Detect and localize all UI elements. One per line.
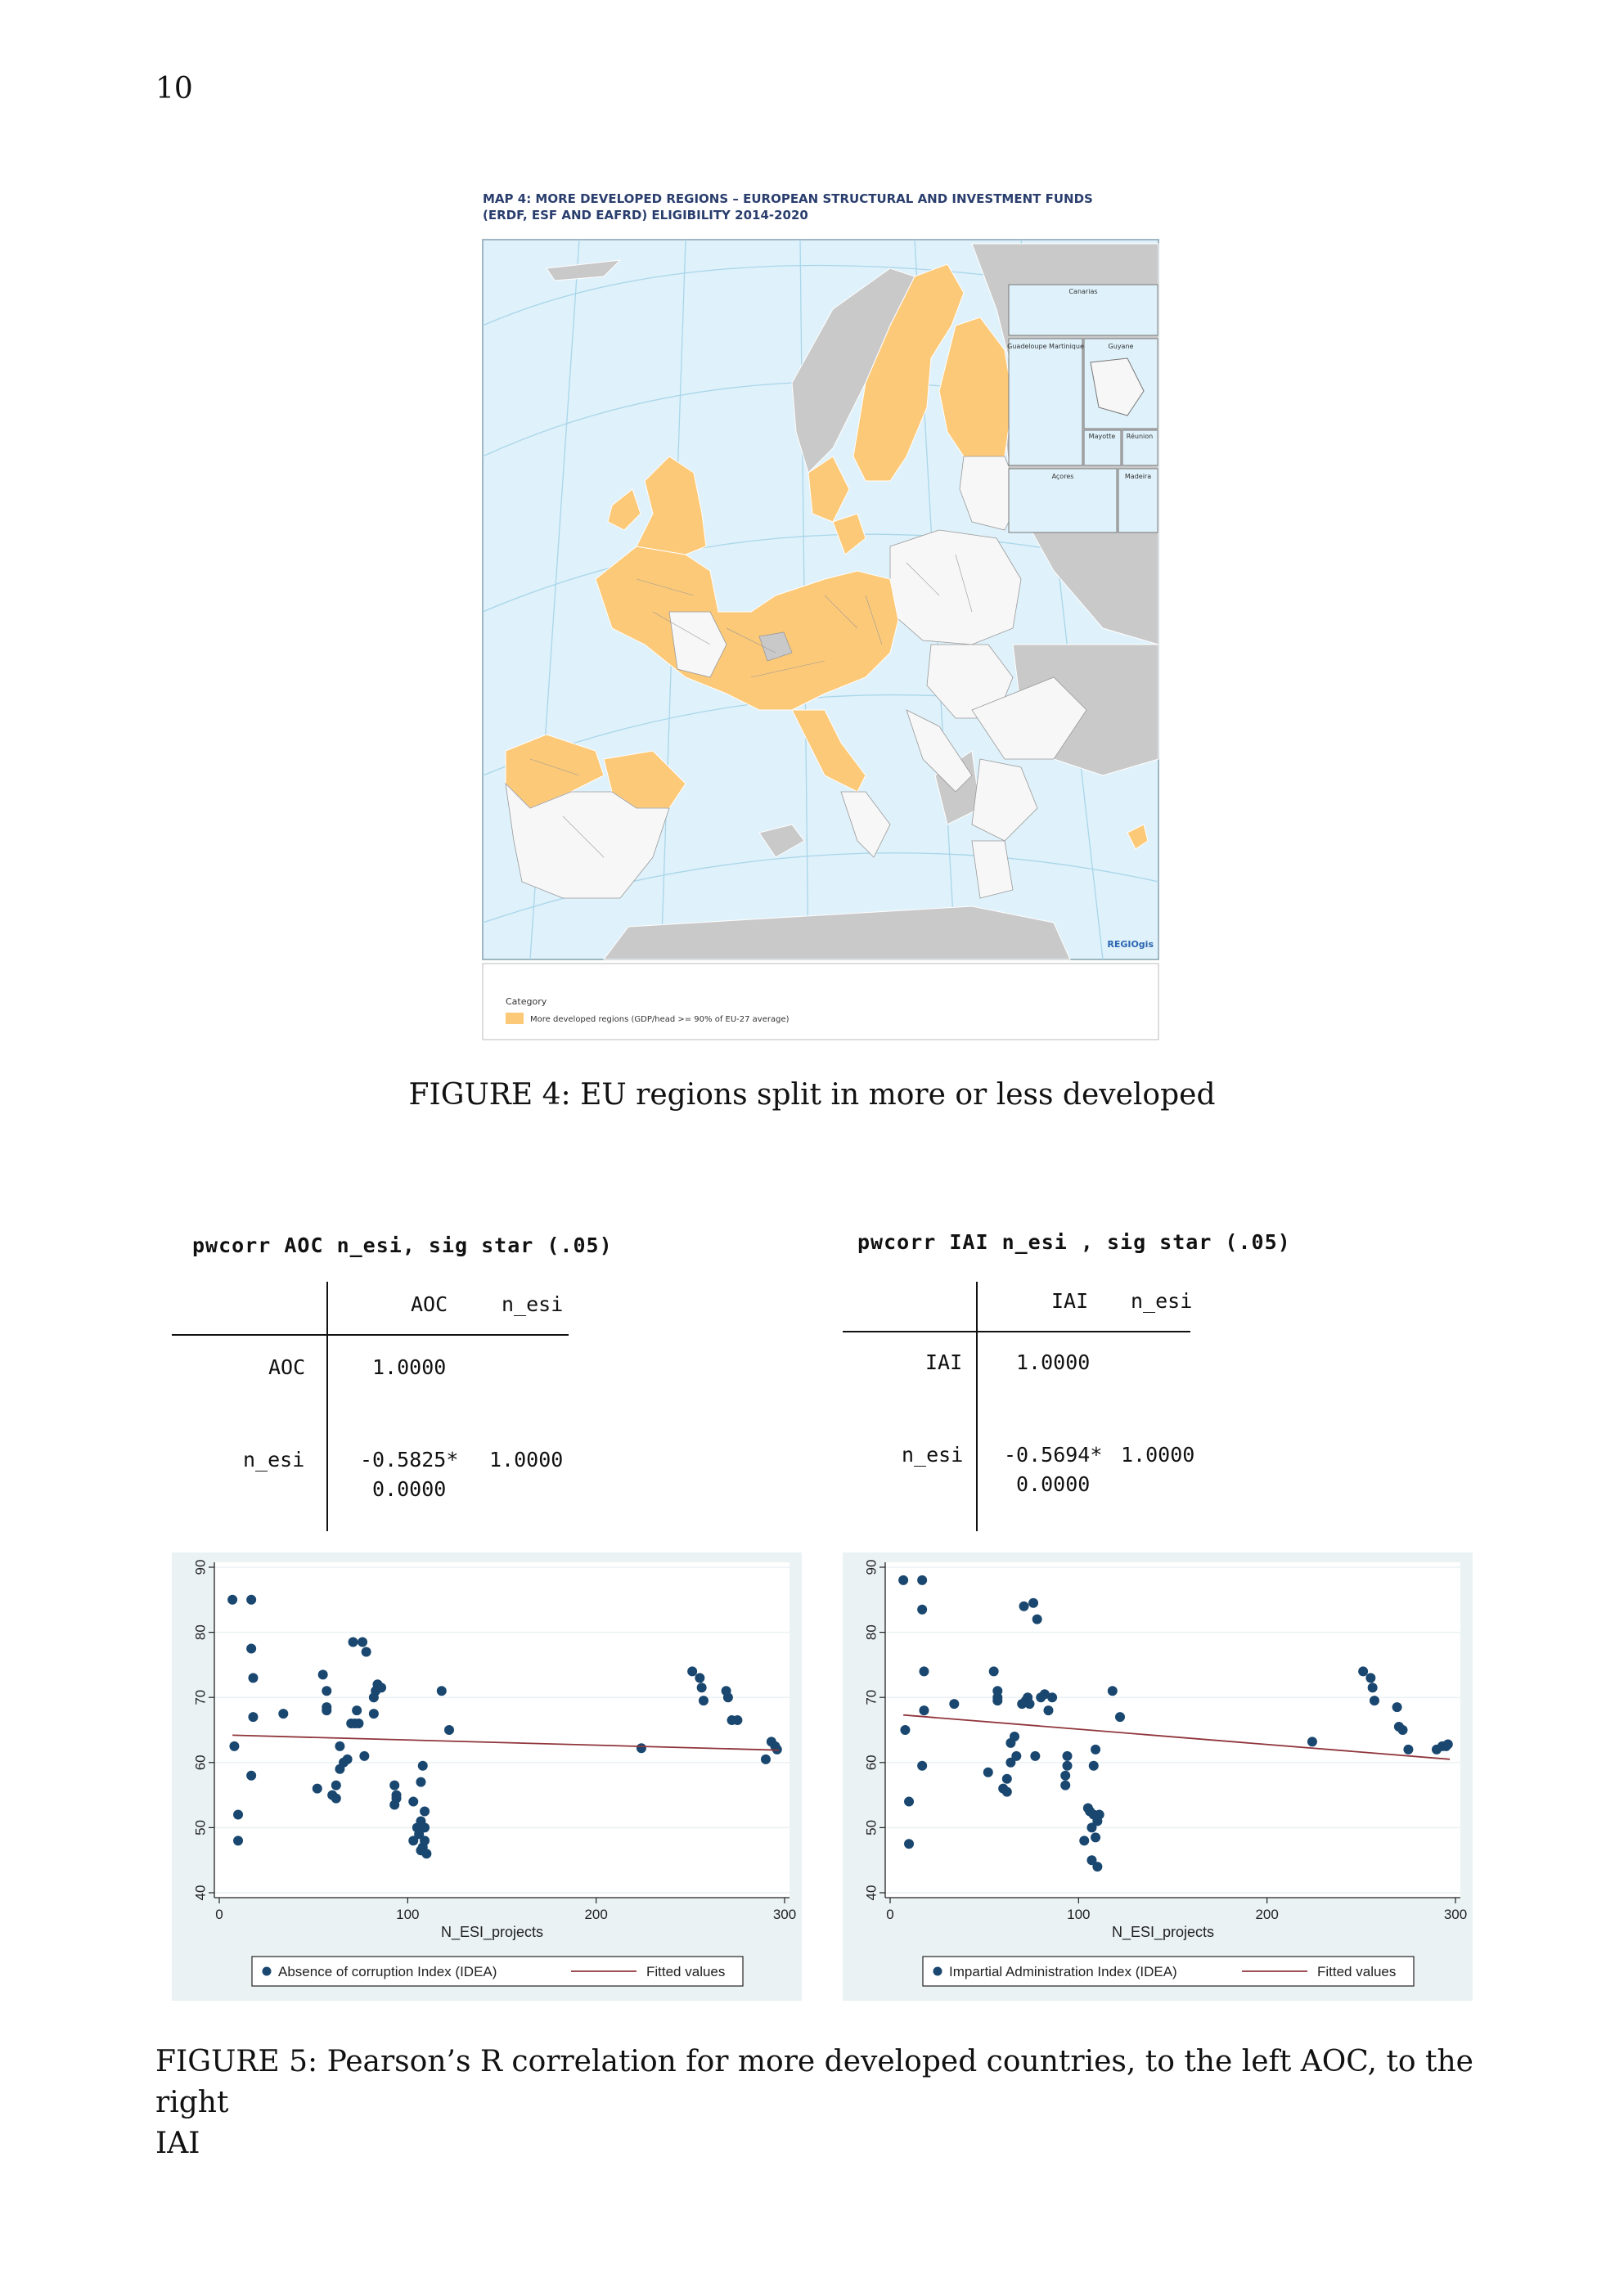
scatter-point bbox=[697, 1683, 707, 1692]
scatter-point bbox=[322, 1686, 331, 1696]
scatter-point bbox=[233, 1809, 243, 1819]
scatter-chart-aoc bbox=[172, 1552, 802, 2001]
scatter-point bbox=[331, 1794, 341, 1804]
right-table-row2-sig: 0.0000 bbox=[1016, 1472, 1091, 1496]
x-tick-label: 300 bbox=[772, 1907, 797, 1922]
scatter-point bbox=[1002, 1787, 1012, 1797]
scatter-point bbox=[420, 1807, 430, 1817]
scatter-point bbox=[248, 1712, 258, 1722]
scatter-point bbox=[1370, 1696, 1379, 1705]
scatter-point bbox=[414, 1829, 424, 1839]
map-title-line1: MAP 4: MORE DEVELOPED REGIONS – EUROPEAN STRUCTURAL AND INVESTMENT FUNDS bbox=[483, 191, 1093, 206]
scatter-point bbox=[1403, 1745, 1413, 1755]
scatter-point bbox=[416, 1777, 425, 1787]
right-table-row1-label: IAI bbox=[925, 1350, 963, 1374]
plot-region bbox=[214, 1562, 790, 1898]
scatter-point bbox=[695, 1673, 704, 1683]
x-tick-label: 0 bbox=[886, 1907, 894, 1922]
figure-5-caption bbox=[155, 2042, 1481, 2164]
y-tick-label: 80 bbox=[863, 1624, 879, 1641]
legend-entry: Fitted values bbox=[646, 1964, 726, 1979]
scatter-point bbox=[1010, 1732, 1019, 1741]
right-table-vline bbox=[976, 1282, 978, 1531]
scatter-point bbox=[989, 1666, 999, 1676]
left-table-row2-v1: -0.5825* bbox=[360, 1448, 459, 1472]
figure-4-caption: FIGURE 4: EU regions split in more or less developed bbox=[408, 1078, 1216, 1112]
y-tick-label: 40 bbox=[863, 1885, 879, 1901]
inset-label: Açores bbox=[1051, 473, 1074, 480]
x-tick-label: 100 bbox=[1067, 1907, 1091, 1922]
scatter-point bbox=[1011, 1751, 1021, 1761]
scatter-point bbox=[1443, 1740, 1453, 1750]
inset-label: Guyane bbox=[1108, 343, 1134, 350]
left-table-row1-label: AOC bbox=[268, 1355, 306, 1379]
y-tick-label: 40 bbox=[192, 1885, 209, 1901]
inset-label: Mayotte bbox=[1088, 433, 1116, 440]
right-table-command: pwcorr IAI n_esi , sig star (.05) bbox=[857, 1230, 1291, 1254]
scatter-point bbox=[353, 1719, 363, 1728]
x-axis-label: N_ESI_projects bbox=[440, 1924, 544, 1940]
scatter-point bbox=[318, 1669, 328, 1679]
scatter-point bbox=[248, 1673, 258, 1683]
legend-entry: Absence of corruption Index (IDEA) bbox=[278, 1964, 497, 1979]
scatter-point bbox=[349, 1638, 358, 1647]
left-table-vline bbox=[326, 1282, 328, 1531]
y-tick-label: 80 bbox=[192, 1624, 209, 1641]
scatter-chart-iai bbox=[843, 1552, 1473, 2001]
scatter-point bbox=[421, 1849, 431, 1858]
y-tick-label: 50 bbox=[863, 1819, 879, 1835]
scatter-point bbox=[358, 1638, 367, 1647]
inset-label: Madeira bbox=[1124, 473, 1152, 480]
left-table-hline bbox=[172, 1334, 569, 1336]
scatter-point bbox=[343, 1755, 353, 1764]
right-table-row2-label: n_esi bbox=[902, 1443, 964, 1467]
inset-label: Canarias bbox=[1068, 288, 1098, 295]
x-tick-label: 100 bbox=[396, 1907, 420, 1922]
legend-point-marker bbox=[933, 1967, 942, 1976]
scatter-point bbox=[1091, 1745, 1100, 1755]
scatter-point bbox=[917, 1761, 927, 1771]
scatter-point bbox=[949, 1699, 959, 1709]
scatter-point bbox=[723, 1692, 733, 1702]
scatter-point bbox=[246, 1644, 256, 1654]
scatter-point bbox=[1047, 1692, 1057, 1702]
scatter-point bbox=[369, 1709, 379, 1719]
scatter-point bbox=[919, 1705, 929, 1715]
map-brand: REGIOgis bbox=[1107, 939, 1154, 950]
scatter-point bbox=[1063, 1761, 1073, 1771]
scatter-point bbox=[1028, 1598, 1038, 1608]
scatter-point bbox=[1079, 1835, 1089, 1845]
scatter-point bbox=[992, 1696, 1002, 1705]
left-table-row2-label: n_esi bbox=[243, 1448, 305, 1472]
scatter-point bbox=[1024, 1699, 1034, 1709]
x-tick-label: 0 bbox=[215, 1907, 223, 1922]
scatter-point bbox=[376, 1683, 386, 1692]
scatter-point bbox=[1063, 1751, 1073, 1761]
left-table-row2-sig: 0.0000 bbox=[372, 1477, 447, 1501]
x-axis-label: N_ESI_projects bbox=[1111, 1924, 1215, 1940]
left-table-col1: AOC bbox=[411, 1292, 448, 1316]
scatter-point bbox=[369, 1692, 379, 1702]
scatter-point bbox=[1043, 1705, 1053, 1715]
legend-item: More developed regions (GDP/head >= 90% of EU-27 average) bbox=[530, 1015, 790, 1024]
scatter-point bbox=[418, 1761, 428, 1771]
right-table-row2-v2: 1.0000 bbox=[1121, 1443, 1195, 1467]
scatter-point bbox=[227, 1595, 237, 1605]
y-tick-label: 50 bbox=[192, 1819, 209, 1835]
scatter-point bbox=[1002, 1774, 1012, 1784]
scatter-point bbox=[917, 1575, 927, 1585]
scatter-point bbox=[246, 1771, 256, 1781]
scatter-point bbox=[229, 1741, 239, 1751]
left-table-col2: n_esi bbox=[502, 1292, 564, 1316]
legend-point-marker bbox=[263, 1967, 272, 1976]
scatter-point bbox=[898, 1575, 908, 1585]
scatter-point bbox=[362, 1647, 371, 1656]
right-table-row2-v1: -0.5694* bbox=[1004, 1443, 1103, 1467]
scatter-point bbox=[1030, 1751, 1040, 1761]
scatter-point bbox=[1368, 1683, 1378, 1692]
y-tick-label: 70 bbox=[192, 1689, 209, 1705]
inset-label: Guadeloupe Martinique bbox=[1007, 343, 1084, 350]
scatter-point bbox=[1115, 1712, 1125, 1722]
y-tick-label: 90 bbox=[863, 1559, 879, 1575]
scatter-point bbox=[352, 1705, 362, 1715]
y-tick-label: 60 bbox=[863, 1755, 879, 1771]
scatter-point bbox=[919, 1666, 929, 1676]
scatter-point bbox=[1060, 1771, 1070, 1781]
right-table-col2: n_esi bbox=[1131, 1289, 1193, 1313]
scatter-point bbox=[389, 1800, 399, 1810]
scatter-point bbox=[1060, 1781, 1070, 1791]
scatter-point bbox=[359, 1751, 369, 1761]
legend-heading: Category bbox=[506, 996, 547, 1007]
scatter-point bbox=[637, 1743, 646, 1753]
scatter-point bbox=[1398, 1725, 1408, 1735]
scatter-point bbox=[1092, 1862, 1102, 1871]
x-tick-label: 200 bbox=[1255, 1907, 1279, 1922]
scatter-point bbox=[1089, 1761, 1099, 1771]
scatter-point bbox=[761, 1755, 771, 1764]
scatter-point bbox=[904, 1797, 914, 1807]
scatter-point bbox=[246, 1595, 256, 1605]
scatter-point bbox=[335, 1741, 344, 1751]
scatter-point bbox=[1392, 1702, 1402, 1712]
scatter-point bbox=[1108, 1686, 1118, 1696]
scatter-point bbox=[389, 1781, 399, 1791]
scatter-point bbox=[408, 1797, 418, 1807]
scatter-point bbox=[313, 1784, 322, 1794]
plot-region bbox=[885, 1562, 1460, 1898]
scatter-point bbox=[437, 1686, 447, 1696]
scatter-point bbox=[322, 1705, 331, 1715]
legend-entry: Impartial Administration Index (IDEA) bbox=[949, 1964, 1177, 1979]
x-tick-label: 200 bbox=[584, 1907, 608, 1922]
scatter-point bbox=[1365, 1673, 1375, 1683]
scatter-point bbox=[233, 1835, 243, 1845]
left-table-command: pwcorr AOC n_esi, sig star (.05) bbox=[192, 1233, 613, 1257]
scatter-point bbox=[917, 1605, 927, 1615]
left-table-row2-v2: 1.0000 bbox=[489, 1448, 564, 1472]
scatter-point bbox=[732, 1715, 742, 1725]
scatter-point bbox=[444, 1725, 454, 1735]
y-tick-label: 90 bbox=[192, 1559, 209, 1575]
figure-5-caption-line2: IAI bbox=[155, 2127, 200, 2160]
scatter-point bbox=[331, 1781, 341, 1791]
scatter-point bbox=[699, 1696, 709, 1705]
scatter-point bbox=[1358, 1666, 1368, 1676]
scatter-point bbox=[900, 1725, 910, 1735]
scatter-point bbox=[278, 1709, 288, 1719]
inset-label: Réunion bbox=[1126, 433, 1154, 440]
scatter-point bbox=[1307, 1737, 1317, 1746]
scatter-point bbox=[687, 1666, 697, 1676]
left-table-row1-v1: 1.0000 bbox=[372, 1355, 447, 1379]
scatter-point bbox=[904, 1839, 914, 1849]
legend-entry: Fitted values bbox=[1317, 1964, 1397, 1979]
scatter-point bbox=[983, 1768, 993, 1777]
map-figure bbox=[481, 186, 1162, 1041]
y-tick-label: 60 bbox=[192, 1755, 209, 1771]
x-tick-label: 300 bbox=[1443, 1907, 1468, 1922]
right-table-row1-v1: 1.0000 bbox=[1016, 1350, 1091, 1374]
map-legend bbox=[483, 964, 1158, 1040]
right-table-col1: IAI bbox=[1051, 1289, 1089, 1313]
scatter-point bbox=[1032, 1615, 1042, 1624]
right-table-hline bbox=[843, 1331, 1190, 1332]
page-number: 10 bbox=[155, 72, 193, 106]
map-insets bbox=[1007, 285, 1158, 532]
scatter-point bbox=[1091, 1832, 1100, 1842]
figure-5-caption-line1: FIGURE 5: Pearson’s R correlation for more developed countries, to the left AOC, to the right bbox=[155, 2045, 1473, 2119]
scatter-point bbox=[1095, 1809, 1104, 1819]
map-title-line2: (ERDF, ESF AND EAFRD) ELIGIBILITY 2014-2020 bbox=[483, 208, 808, 222]
y-tick-label: 70 bbox=[863, 1689, 879, 1705]
scatter-point bbox=[1019, 1602, 1029, 1611]
